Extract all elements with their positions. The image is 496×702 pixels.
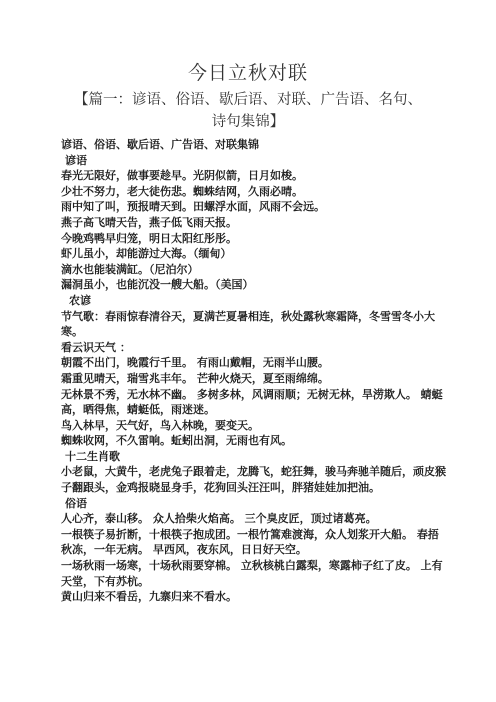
text-line: 一场秋雨一场寒，十场秋雨要穿棉。 立秋核桃白露梨，寒露柿子红了皮。 上有天堂，下有苏杭。 [61, 559, 443, 588]
text-line: 鸟入林早，天气好，鸟入林晚，要变天。 [61, 418, 259, 432]
section-heading: 谚语、俗语、歇后语、广告语、对联集锦 [61, 138, 259, 151]
text-line: 无林景不秀，无水林不幽。 多树多林，风调雨顺；无树无林，旱涝欺人。 蜻蜓高，晒得焦，蜻蜓低，雨迷迷。 [61, 387, 443, 417]
text-line: 人心齐，泰山移。 众人拾柴火焰高。 三个臭皮匠，顶过诸葛亮。 [61, 512, 377, 526]
section-heading: 看云识天气 ： [61, 340, 131, 354]
section-heading: 俗语 [65, 496, 87, 510]
text-line: 朝霞不出门，晚霞行千里。 有雨山戴帽，无雨半山腰。 [61, 356, 329, 370]
document-body [61, 137, 447, 605]
text-line: 春光无限好，做事要趁早。光阴似箭，日月如梭。 [61, 169, 303, 183]
subtitle-line: 【篇一：谚语、俗语、歇后语、对联、广告语、名句、 [74, 92, 422, 108]
text-line: 少壮不努力，老大徒伤悲。蜘蛛结网，久雨必晴。 [61, 184, 303, 198]
document-title: 今日立秋对联 [187, 62, 308, 84]
text-line: 小老鼠，大黄牛，老虎兔子跟着走，龙腾飞，蛇狂舞，骏马奔驰羊随后，顽皮猴子翻跟头，金鸡报晓显身手，花狗回头汪汪叫，胖猪娃娃加把油。 [61, 465, 446, 495]
text-line: 蜘蛛收网，不久雷响。蚯蚓出洞，无雨也有风。 [61, 434, 292, 448]
text-line: 燕子高飞晴天告，燕子低飞雨天报。 [61, 215, 237, 229]
subtitle-line: 诗句集锦】 [211, 114, 285, 130]
text-line: 虾儿虽小，却能游过大海。（缅甸） [61, 247, 232, 261]
text-line: 雨中知了叫，预报晴天到。田螺浮水面，风雨不会远。 [61, 200, 325, 214]
text-line: 节气歌：春雨惊春清谷天，夏满芒夏暑相连，秋处露秋寒霜降，冬雪雪冬小大寒。 [61, 309, 435, 339]
section-heading: 十二生肖歌 [65, 449, 120, 463]
text-line: 今晚鸡鸭早归笼，明日太阳红彤彤。 [61, 231, 237, 245]
section-heading: 农谚 [69, 293, 91, 307]
text-line: 霜重见晴天，瑞雪兆丰年。 芒种火烧天，夏至雨绵绵。 [61, 371, 329, 385]
text-line: 一根筷子易折断，十根筷子抱成团。一根竹篙难渡海，众人划浆开大船。 春捂秋冻，一年无病。 早西风，夜东风，日日好天空。 [61, 527, 439, 557]
section-heading: 谚语 [65, 153, 87, 167]
text-line: 滴水也能装满缸。（尼泊尔） [61, 262, 199, 276]
text-line: 漏洞虽小，也能沉没一艘大船。（美国） [61, 278, 254, 292]
text-line: 黄山归来不看岳，九寨归来不看水。 [61, 590, 237, 604]
document-subtitle [0, 89, 496, 133]
